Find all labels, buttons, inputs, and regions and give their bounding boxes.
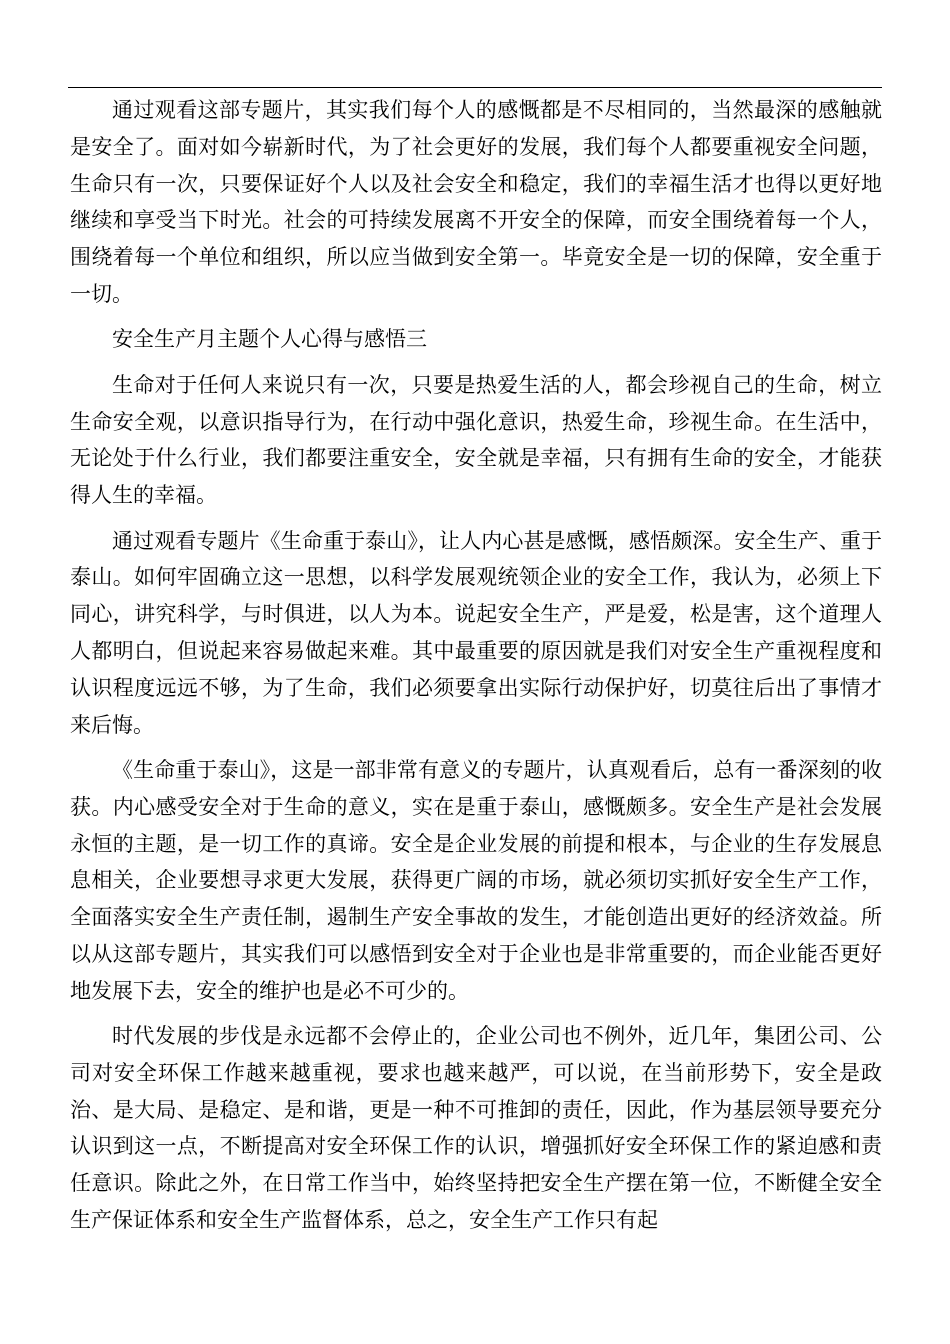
paragraph-life: 生命对于任何人来说只有一次，只要是热爱生活的人，都会珍视自己的生命，树立生命安全观，以意识指导行为，在行动中强化意识，热爱生命，珍视生命。在生活中，无论处于什么行业，我们都要注重安全，安全就是幸福，只有拥有生命的安全，才能获得人生的幸福。 <box>70 372 882 508</box>
paragraph-intro: 通过观看这部专题片，其实我们每个人的感慨都是不尽相同的，当然最深的感触就是安全了。面对如今崭新时代，为了社会更好的发展，我们每个人都要重视安全问题，生命只有一次，只要保证好个人以及社会安全和稳定，我们的幸福生活才也得以更好地继续和享受当下时光。社会的可持续发展离不开安全的保障，而安全围绕着每一个人，围绕着每一个单位和组织，所以应当做到安全第一。毕竟安全是一切的保障，安全重于一切。 <box>70 98 882 306</box>
document-body <box>70 92 882 1247</box>
paragraph-era: 时代发展的步伐是永远都不会停止的，企业公司也不例外，近几年，集团公司、公司对安全环保工作越来越重视，要求也越来越严，可以说，在当前形势下，安全是政治、是大局、是稳定、是和谐，更是一种不可推卸的责任，因此，作为基层领导要充分认识到这一点，不断提高对安全环保工作的认识，增强抓好安全环保工作的紧迫感和责任意识。除此之外，在日常工作当中，始终坚持把安全生产摆在第一位，不断健全安全生产保证体系和安全生产监督体系，总之，安全生产工作只有起 <box>70 1024 882 1233</box>
header-rule <box>68 87 882 88</box>
paragraph-significance: 《生命重于泰山》，这是一部非常有意义的专题片，认真观看后，总有一番深刻的收获。内心感受安全对于生命的意义，实在是重于泰山，感慨颇多。安全生产是社会发展永恒的主题，是一切工作的真谛。安全是企业发展的前提和根本，与企业的生存发展息息相关，企业要想寻求更大发展，获得更广阔的市场，就必须切实抓好安全生产工作，全面落实安全生产责任制，遏制生产安全事故的发生，才能创造出更好的经济效益。所以从这部专题片，其实我们可以感悟到安全对于企业也是非常重要的，而企业能否更好地发展下去，安全的维护也是必不可少的。 <box>70 757 882 1003</box>
section-heading: 安全生产月主题个人心得与感悟三 <box>112 327 427 352</box>
paragraph-film: 通过观看专题片《生命重于泰山》，让人内心甚是感慨，感悟颇深。安全生产、重于泰山。如何牢固确立这一思想，以科学发展观统领企业的安全工作，我认为，必须上下同心，讲究科学，与时俱进，以人为本。说起安全生产，严是爱，松是害，这个道理人人都明白，但说起来容易做起来难。其中最重要的原因就是我们对安全生产重视程度和认识程度远远不够，为了生命，我们必须要拿出实际行动保护好，切莫往后出了事情才来后悔。 <box>70 528 882 737</box>
